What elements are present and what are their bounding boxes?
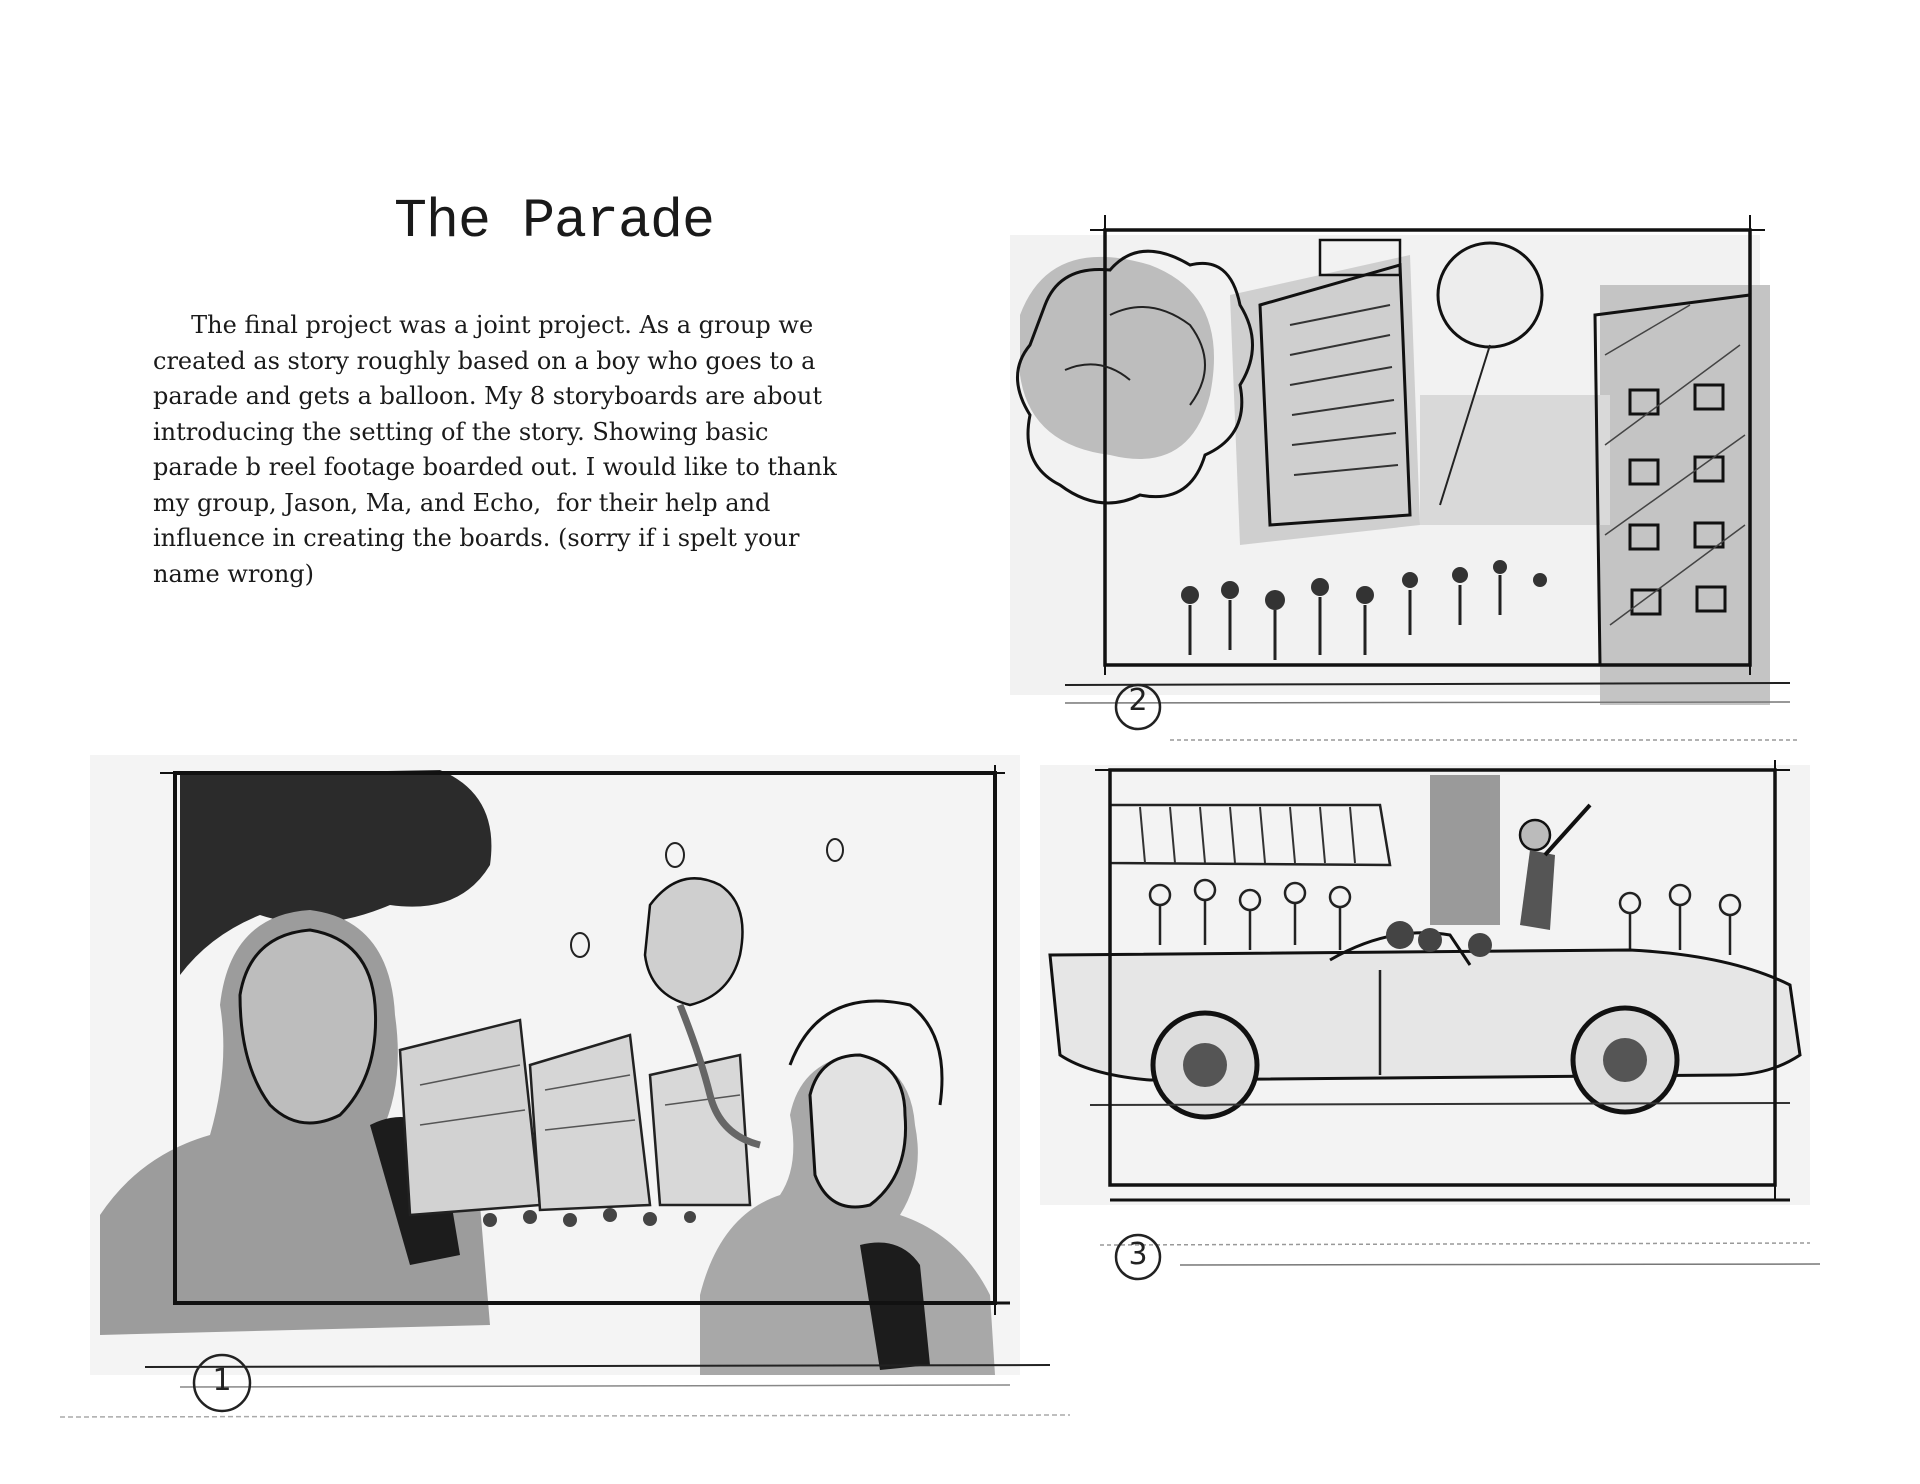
paragraph-line: name wrong)	[153, 559, 315, 588]
panel-number: 1	[212, 1363, 232, 1398]
paragraph-line: introducing the setting of the story. Showing basic	[153, 417, 769, 446]
paragraph-line: parade and gets a balloon. My 8 storyboards are about	[153, 382, 822, 410]
paragraph-line: created as story roughly based on a boy who goes to a	[153, 346, 816, 375]
intro-paragraph	[153, 308, 953, 592]
storyboard-sketch-reporters	[60, 735, 1080, 1435]
paragraph-line: influence in creating the boards. (sorry if i spelt your	[153, 524, 800, 552]
storyboard-panel-1	[60, 735, 1080, 1435]
paragraph-line: my group, Jason, Ma, and Echo, for their help and	[153, 488, 771, 517]
page-title: The Parade	[394, 190, 715, 253]
storyboard-sketch-parade-balloons	[990, 195, 1810, 755]
storyboard-sketch-convertible	[1030, 745, 1830, 1305]
paragraph-line: parade b reel footage boarded out. I would like to thank	[153, 453, 837, 481]
paragraph-line: The final project was a joint project. As a group we	[153, 311, 814, 339]
storyboard-panel-3	[1030, 745, 1830, 1305]
panel-number: 2	[1128, 683, 1148, 718]
storyboard-panel-2	[990, 195, 1810, 755]
panel-number: 3	[1128, 1237, 1148, 1272]
